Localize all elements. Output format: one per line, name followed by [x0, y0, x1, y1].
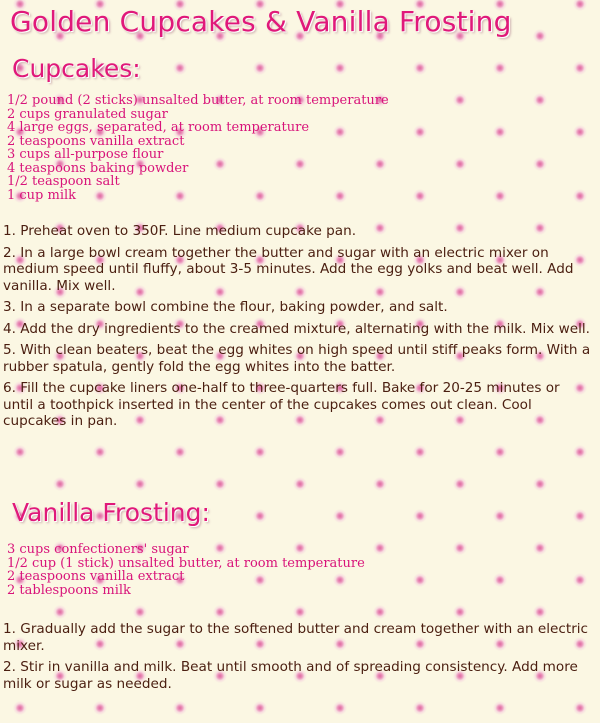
instruction-step: 3. In a separate bowl combine the flour, baking powder, and salt.: [3, 299, 448, 315]
instruction-step: 1. Gradually add the sugar to the softened butter and cream together with an electric mixer.: [3, 621, 589, 654]
ingredient-item: 3 cups confectioners' sugar: [7, 542, 189, 557]
cupcakes-instructions: [3, 223, 593, 435]
ingredient-item: 2 tablespoons milk: [7, 582, 131, 598]
ingredient-item: 4 teaspoons baking powder: [7, 160, 189, 176]
ingredient-item: 2 teaspoons vanilla extract: [7, 569, 185, 584]
ingredient-item: 2 teaspoons vanilla extract: [7, 133, 185, 149]
instruction-step: 2. Stir in vanilla and milk. Beat until smooth and of spreading consistency. Add more milk or sugar as needed.: [3, 659, 578, 692]
ingredient-item: 1/2 teaspoon salt: [7, 174, 120, 189]
recipe-title: Golden Cupcakes & Vanilla Frosting: [10, 5, 512, 38]
instruction-step: 4. Add the dry ingredients to the creamed mixture, alternating with the milk. Mix well.: [3, 320, 590, 337]
frosting-heading: Vanilla Frosting:: [12, 498, 210, 527]
instruction-step: 5. With clean beaters, beat the egg whites on high speed until stiff peaks form. With a rubber spatula, gently fold the egg whites into the batter.: [3, 342, 591, 375]
ingredient-item: 1/2 pound (2 sticks) unsalted butter, at room temperature: [7, 93, 389, 108]
instruction-step: 2. In a large bowl cream together the butter and sugar with an electric mixer on medium speed until fluffy, about 3-5 minutes. Add the egg yolks and beat well. Add vanilla. Mix well.: [3, 244, 574, 294]
frosting-instructions: [3, 621, 593, 697]
cupcakes-heading: Cupcakes:: [12, 54, 141, 83]
ingredient-item: 2 cups granulated sugar: [7, 106, 168, 122]
instruction-step: 6. Fill the cupcake liners one-half to three-quarters full. Bake for 20-25 minutes or until a toothpick inserted in the center of the cupcakes comes out clean. Cool cupcakes in pan.: [3, 380, 560, 429]
ingredient-item: 3 cups all-purpose flour: [7, 147, 164, 162]
ingredient-item: 4 large eggs, separated, at room temperature: [7, 120, 310, 135]
frosting-ingredient-list: [7, 543, 365, 597]
instruction-step: 1. Preheat oven to 350F. Line medium cupcake pan.: [3, 223, 357, 239]
ingredient-item: 1 cup milk: [7, 187, 77, 203]
cupcakes-ingredient-list: [7, 94, 389, 202]
ingredient-item: 1/2 cup (1 stick) unsalted butter, at room temperature: [7, 555, 365, 571]
